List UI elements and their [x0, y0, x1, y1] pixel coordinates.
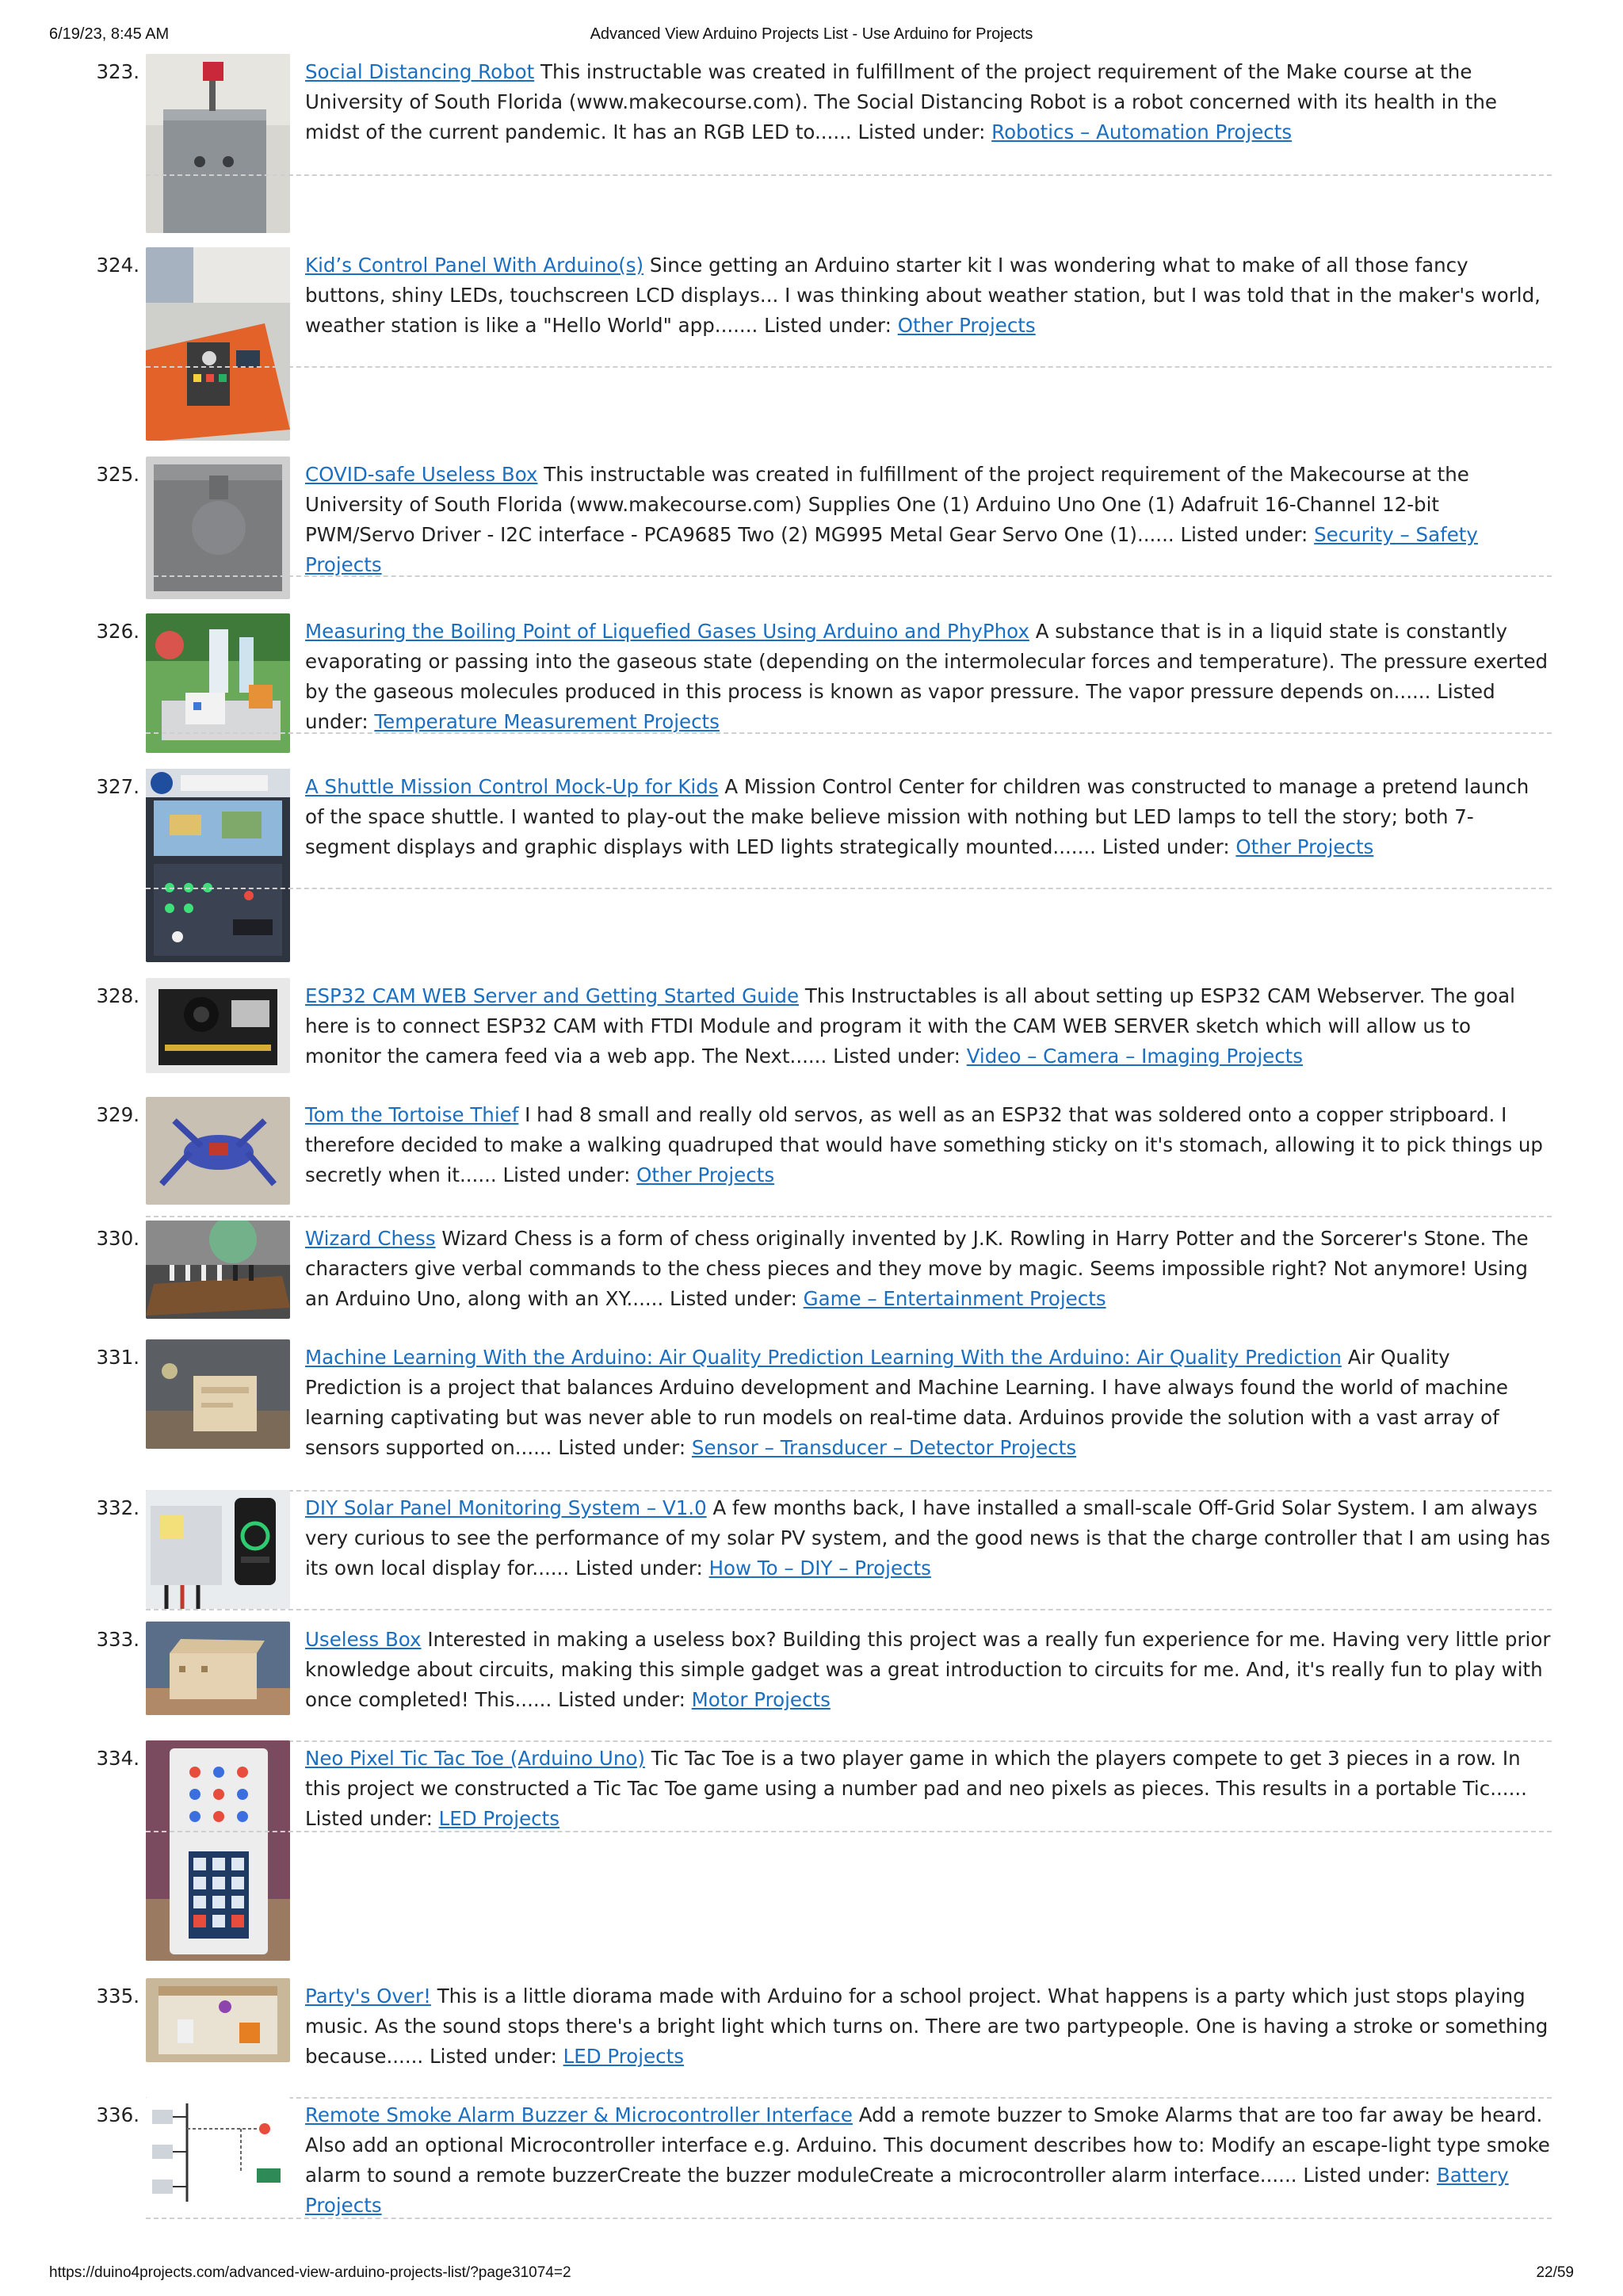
- wooden-box-image-icon: [146, 1622, 290, 1715]
- item-number: 334.: [96, 1747, 139, 1770]
- project-title-link[interactable]: Remote Smoke Alarm Buzzer & Microcontroller Interface: [305, 2103, 853, 2126]
- project-description: Interested in making a useless box? Building this project was a really fun experience for me. Having very little prior knowledge about circuits, making this simple gadget was a great introduction to circuits for me. And, it's really fun to play with once completed! This......: [305, 1628, 1551, 1711]
- page-header: [49, 25, 1574, 49]
- project-title-link[interactable]: COVID-safe Useless Box: [305, 463, 538, 486]
- print-datetime: 6/19/23, 8:45 AM: [49, 25, 170, 43]
- listed-under-label: Listed under:: [305, 680, 1495, 733]
- item-text: [305, 1744, 1552, 1834]
- project-thumbnail[interactable]: [146, 1978, 290, 2062]
- project-description: This instructable was created in fulfillment of the project requirement of the Makecourse at the University of South Florida (www.makecourse.com) Supplies One (1) Arduino Uno One (1) Adafruit 16-Channel 12-bit PWM/Servo Driver - I2C interface - PCA9685 Two (2) MG995 Metal Gear Servo One (1)......: [305, 463, 1469, 546]
- item-text: [305, 1981, 1552, 2072]
- item-number: 331.: [96, 1346, 139, 1369]
- item-number: 333.: [96, 1628, 139, 1651]
- page-title: Advanced View Arduino Projects List - Use Arduino for Projects: [590, 25, 1033, 43]
- item-separator: [146, 366, 1552, 368]
- category-link[interactable]: Security – Safety Projects: [305, 523, 1478, 576]
- listed-under-label: Listed under:: [1102, 835, 1230, 858]
- item-number: 324.: [96, 254, 139, 277]
- listed-under-label: Listed under:: [558, 1688, 685, 1711]
- category-link[interactable]: Other Projects: [897, 314, 1036, 337]
- project-thumbnail[interactable]: [146, 457, 290, 599]
- page-counter: 22/59: [1536, 2264, 1574, 2281]
- project-title-link[interactable]: A Shuttle Mission Control Mock-Up for Kids: [305, 775, 719, 798]
- item-number: 326.: [96, 620, 139, 643]
- page-url: https://duino4projects.com/advanced-view-arduino-projects-list/?page31074=2: [49, 2264, 571, 2281]
- item-text: [305, 772, 1552, 862]
- category-link[interactable]: Game – Entertainment Projects: [803, 1287, 1106, 1310]
- project-thumbnail[interactable]: [146, 978, 290, 1073]
- project-title-link[interactable]: Wizard Chess: [305, 1227, 436, 1250]
- project-title-link[interactable]: Tom the Tortoise Thief: [305, 1103, 519, 1126]
- project-title-link[interactable]: Measuring the Boiling Point of Liquefied Gases Using Arduino and PhyPhox: [305, 620, 1029, 643]
- item-separator: [146, 888, 1552, 889]
- project-description: Tic Tac Toe is a two player game in which the players compete to get 3 pieces in a row. In this project we constructed a Tic Tac Toe game using a number pad and neo pixels as pieces. This results in a portable Tic......: [305, 1747, 1527, 1800]
- item-number: 328.: [96, 984, 139, 1007]
- item-number: 323.: [96, 60, 139, 83]
- project-description: Wizard Chess is a form of chess originally invented by J.K. Rowling in Harry Potter and the Sorcerer's Stone. The characters give verbal commands to the chess pieces and they move by magic. Seems impossible right? Not anymore! Using an Arduino Uno, along with an XY......: [305, 1227, 1529, 1310]
- item-text: [305, 981, 1552, 1072]
- air-quality-box-image-icon: [146, 1339, 290, 1449]
- item-separator: [146, 1740, 1552, 1742]
- project-title-link[interactable]: Neo Pixel Tic Tac Toe (Arduino Uno): [305, 1747, 645, 1770]
- listed-under-label: Listed under:: [1180, 523, 1308, 546]
- item-number: 327.: [96, 775, 139, 798]
- item-separator: [146, 1216, 1552, 1217]
- project-thumbnail[interactable]: [146, 1740, 290, 1961]
- category-link[interactable]: LED Projects: [563, 2045, 684, 2068]
- listed-under-label: Listed under:: [1303, 2164, 1431, 2187]
- item-number: 335.: [96, 1985, 139, 2008]
- item-separator: [146, 732, 1552, 734]
- item-separator: [146, 174, 1552, 176]
- project-description: A substance that is in a liquid state is constantly evaporating or passing into the gaseous state (depending on the intermolecular forces and temperature). The pressure exerted by the gaseous molecules produced in this process is known as vapor pressure. The vapor pressure depends on......: [305, 620, 1549, 703]
- item-number: 330.: [96, 1227, 139, 1250]
- robot-image-icon: [146, 54, 290, 233]
- project-description: Add a remote buzzer to Smoke Alarms that are too far away be heard. Also add an optional Microcontroller interface e.g. Arduino. This document describes how to: Modify an escape-light type smoke alarm to sound a remote buzzerCreate the buzzer moduleCreate a microcontroller alarm interface......: [305, 2103, 1550, 2187]
- listed-under-label: Listed under:: [430, 2045, 557, 2068]
- control-panel-image-icon: [146, 247, 290, 441]
- listed-under-label: Listed under:: [558, 1436, 686, 1459]
- item-separator: [146, 1490, 1552, 1492]
- category-link[interactable]: LED Projects: [438, 1807, 559, 1830]
- project-thumbnail[interactable]: [146, 1339, 290, 1449]
- page-footer: [49, 2264, 1574, 2288]
- category-link[interactable]: Other Projects: [636, 1163, 775, 1186]
- solar-monitor-image-icon: [146, 1490, 290, 1609]
- category-link[interactable]: How To – DIY – Projects: [708, 1557, 931, 1580]
- listed-under-label: Listed under:: [833, 1045, 960, 1068]
- tic-tac-toe-image-icon: [146, 1740, 290, 1961]
- item-number: 332.: [96, 1496, 139, 1519]
- wiring-diagram-image-icon: [146, 2097, 290, 2208]
- item-text: [305, 250, 1552, 341]
- item-number: 329.: [96, 1103, 139, 1126]
- item-text: [305, 1224, 1552, 1314]
- item-separator: [146, 2097, 1552, 2099]
- project-description: This instructable was created in fulfillment of the project requirement of the Make course at the University of South Florida (www.makecourse.com). The Social Distancing Robot is a robot concerned with its health in the midst of the current pandemic. It has an RGB LED to......: [305, 60, 1498, 143]
- item-separator: [146, 575, 1552, 577]
- project-thumbnail[interactable]: [146, 247, 290, 441]
- item-text: [305, 1625, 1552, 1715]
- project-thumbnail[interactable]: [146, 1221, 290, 1319]
- item-text: [305, 1493, 1552, 1584]
- item-text: [305, 1343, 1552, 1463]
- item-separator: [146, 1831, 1552, 1832]
- item-text: [305, 2100, 1552, 2221]
- item-separator: [146, 1609, 1552, 1610]
- listed-under-label: Listed under:: [305, 1807, 433, 1830]
- project-description: I had 8 small and really old servos, as well as an ESP32 that was soldered onto a copper stripboard. I therefore decided to make a walking quadruped that would have something sticky on it's stomach, allowing it to pick things up secretly when it......: [305, 1103, 1543, 1186]
- gray-box-image-icon: [146, 457, 290, 599]
- listed-under-label: Listed under:: [764, 314, 892, 337]
- project-description: A few months back, I have installed a small-scale Off-Grid Solar System. I am always very curious to see the performance of my solar PV system, and the good news is that the charge controller that I am using has its own local display for......: [305, 1496, 1551, 1580]
- item-text: [305, 1100, 1552, 1190]
- project-thumbnail[interactable]: [146, 54, 290, 233]
- listed-under-label: Listed under:: [670, 1287, 797, 1310]
- project-title-link[interactable]: Party's Over!: [305, 1985, 431, 2008]
- item-number: 325.: [96, 463, 139, 486]
- item-text: [305, 460, 1552, 580]
- project-thumbnail[interactable]: [146, 1622, 290, 1715]
- listed-under-label: Listed under:: [857, 120, 986, 143]
- listed-under-label: Listed under:: [502, 1163, 631, 1186]
- project-title-link[interactable]: Useless Box: [305, 1628, 422, 1651]
- esp32-cam-image-icon: [146, 978, 290, 1073]
- project-description: Since getting an Arduino starter kit I was wondering what to make of all those fancy buttons, shiny LEDs, touchscreen LCD displays... I was thinking about weather station, but I was told that in the maker's world, weather station is like a "Hello World" app.......: [305, 254, 1541, 337]
- project-title-link[interactable]: DIY Solar Panel Monitoring System – V1.0: [305, 1496, 707, 1519]
- chess-board-image-icon: [146, 1221, 290, 1319]
- project-title-link[interactable]: Social Distancing Robot: [305, 60, 535, 83]
- project-description: This is a little diorama made with Arduino for a school project. What happens is a party which just stops playing music. As the sound stops there's a bright light which turns on. There are two partypeople. One is having a stroke or something because......: [305, 1985, 1549, 2068]
- category-link[interactable]: Robotics – Automation Projects: [991, 120, 1293, 143]
- project-description: Air Quality Prediction is a project that balances Arduino development and Machine Learning. I have always found the world of machine learning captivating but was never able to run models on real-time data. Arduinos provide the solution with a vast array of sensors supported on......: [305, 1346, 1508, 1459]
- item-separator: [146, 2218, 1552, 2219]
- quadruped-robot-image-icon: [146, 1097, 290, 1205]
- category-link[interactable]: Sensor – Transducer – Detector Projects: [691, 1436, 1077, 1459]
- mission-control-image-icon: [146, 769, 290, 962]
- item-text: [305, 57, 1552, 147]
- project-title-link[interactable]: Machine Learning With the Arduino: Air Quality Prediction Learning With the Arduino: Air Quality Prediction: [305, 1346, 1342, 1369]
- project-description: A Mission Control Center for children was constructed to manage a pretend launch of the space shuttle. I wanted to play-out the make believe mission with nothing but LED lamps to tell the story; both 7-segment displays and graphic displays with LED lights strategically mounted.......: [305, 775, 1529, 858]
- project-description: This Instructables is all about setting up ESP32 CAM Webserver. The goal here is to connect ESP32 CAM with FTDI Module and program it with the CAM WEB SERVER sketch which will allow us to monitor the camera feed via a web app. The Next......: [305, 984, 1515, 1068]
- project-thumbnail[interactable]: [146, 769, 290, 962]
- project-thumbnail[interactable]: [146, 1097, 290, 1205]
- category-link[interactable]: Video – Camera – Imaging Projects: [966, 1045, 1304, 1068]
- project-title-link[interactable]: ESP32 CAM WEB Server and Getting Started Guide: [305, 984, 800, 1007]
- category-link[interactable]: Temperature Measurement Projects: [374, 710, 720, 733]
- item-text: [305, 617, 1552, 737]
- project-thumbnail[interactable]: [146, 2097, 290, 2208]
- category-link[interactable]: Battery Projects: [305, 2164, 1509, 2217]
- listed-under-label: Listed under:: [575, 1557, 703, 1580]
- category-link[interactable]: Other Projects: [1235, 835, 1374, 858]
- project-title-link[interactable]: Kid’s Control Panel With Arduino(s): [305, 254, 644, 277]
- category-link[interactable]: Motor Projects: [691, 1688, 831, 1711]
- project-thumbnail[interactable]: [146, 1490, 290, 1609]
- item-number: 336.: [96, 2103, 139, 2126]
- diorama-image-icon: [146, 1978, 290, 2062]
